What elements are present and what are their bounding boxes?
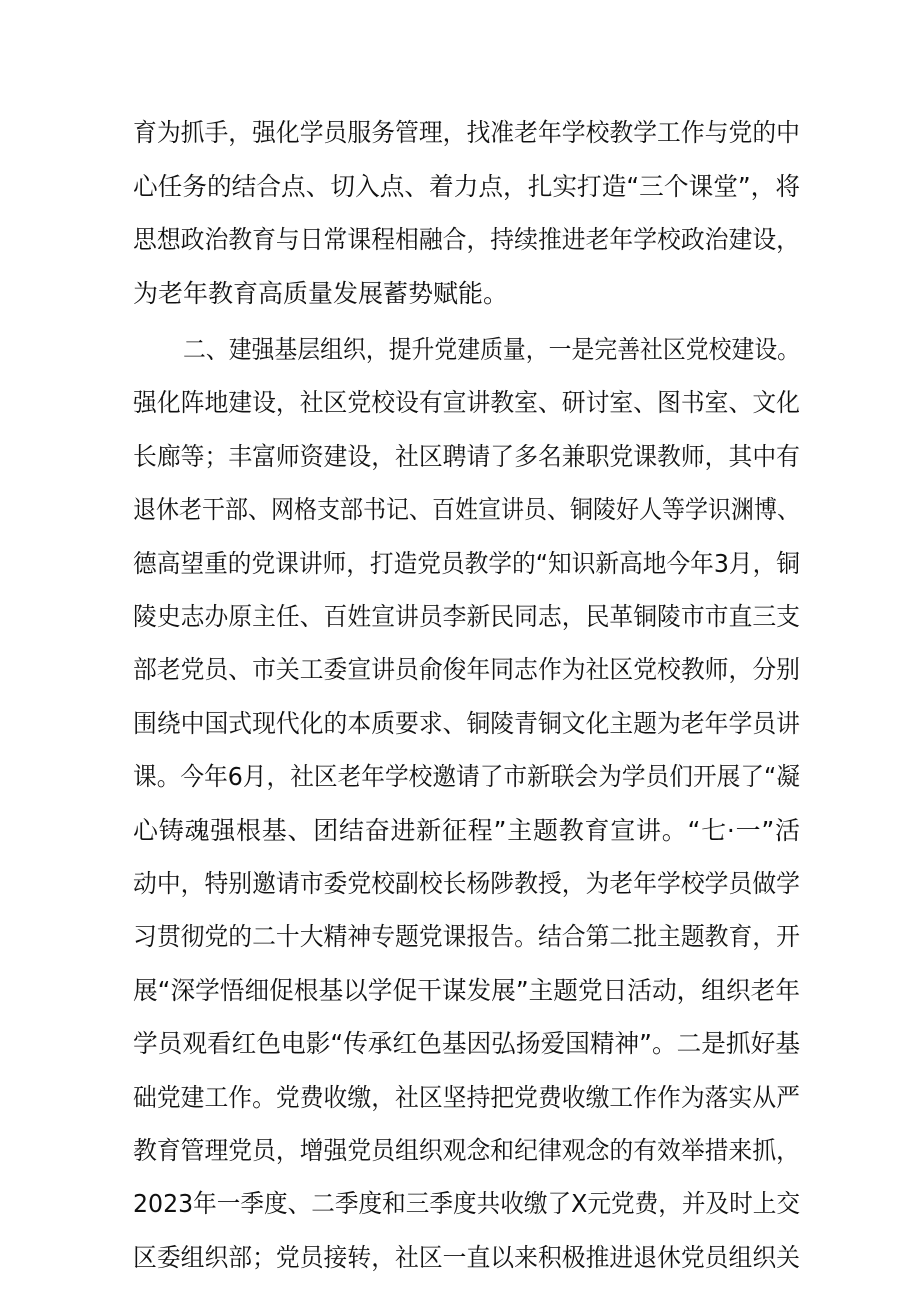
text-line: 强化阵地建设，社区党校设有宣讲教室、研讨室、图书室、文化 (133, 388, 800, 418)
text-line: 2023年一季度、二季度和三季度共收缴了X元党费，并及时上交 (133, 1189, 801, 1219)
text-line: 展“深学悟细促根基以学促干谋发展”主题党日活动，组织老年 (133, 975, 800, 1005)
text-line: 育为抓手，强化学员服务管理，找准老年学校教学工作与党的中 (133, 118, 800, 147)
text-line: 思想政治教育与日常课程相融合，持续推进老年学校政治建设， (133, 225, 800, 254)
text-line: 础党建工作。党费收缴，社区坚持把党费收缴工作作为落实从严 (133, 1082, 800, 1112)
text-line: 教育管理党员，增强党员组织观念和纪律观念的有效举措来抓， (133, 1136, 800, 1165)
text-line: 德高望重的党课讲师，打造党员教学的“知识新高地今年3月，铜 (133, 548, 800, 578)
text-line: 心任务的结合点、切入点、着力点，扎实打造“三个课堂”，将 (133, 171, 800, 201)
text-line: 学员观看红色电影“传承红色基因弘扬爱国精神”。二是抓好基 (133, 1029, 800, 1059)
text-line: 课。今年6月，社区老年学校邀请了市新联会为学员们开展了“凝 (133, 762, 800, 792)
text-line: 陵史志办原主任、百姓宣讲员李新民同志，民革铜陵市市直三支 (133, 602, 800, 631)
text-line: 为老年教育高质量发展蓄势赋能。 (133, 278, 509, 308)
text-line: 部老党员、市关工委宣讲员俞俊年同志作为社区党校教师，分别 (133, 655, 800, 685)
text-line: 动中，特别邀请市委党校副校长杨陟教授，为老年学校学员做学 (133, 869, 800, 898)
text-line: 退休老干部、网格支部书记、百姓宣讲员、铜陵好人等学识渊博、 (133, 495, 801, 525)
text-line: 心铸魂强根基、团结奋进新征程”主题教育宣讲。“七·一”活 (133, 815, 801, 845)
text-line: 习贯彻党的二十大精神专题党课报告。结合第二批主题教育，开 (133, 922, 800, 952)
text-line: 区委组织部；党员接转，社区一直以来积极推进退休党员组织关 (133, 1242, 800, 1272)
text-line: 围绕中国式现代化的本质要求、铜陵青铜文化主题为老年学员讲 (133, 708, 800, 738)
text-line: 长廊等；丰富师资建设，社区聘请了多名兼职党课教师，其中有 (133, 441, 800, 471)
text-line: 二、建强基层组织，提升党建质量，一是完善社区党校建设。 (183, 335, 801, 364)
